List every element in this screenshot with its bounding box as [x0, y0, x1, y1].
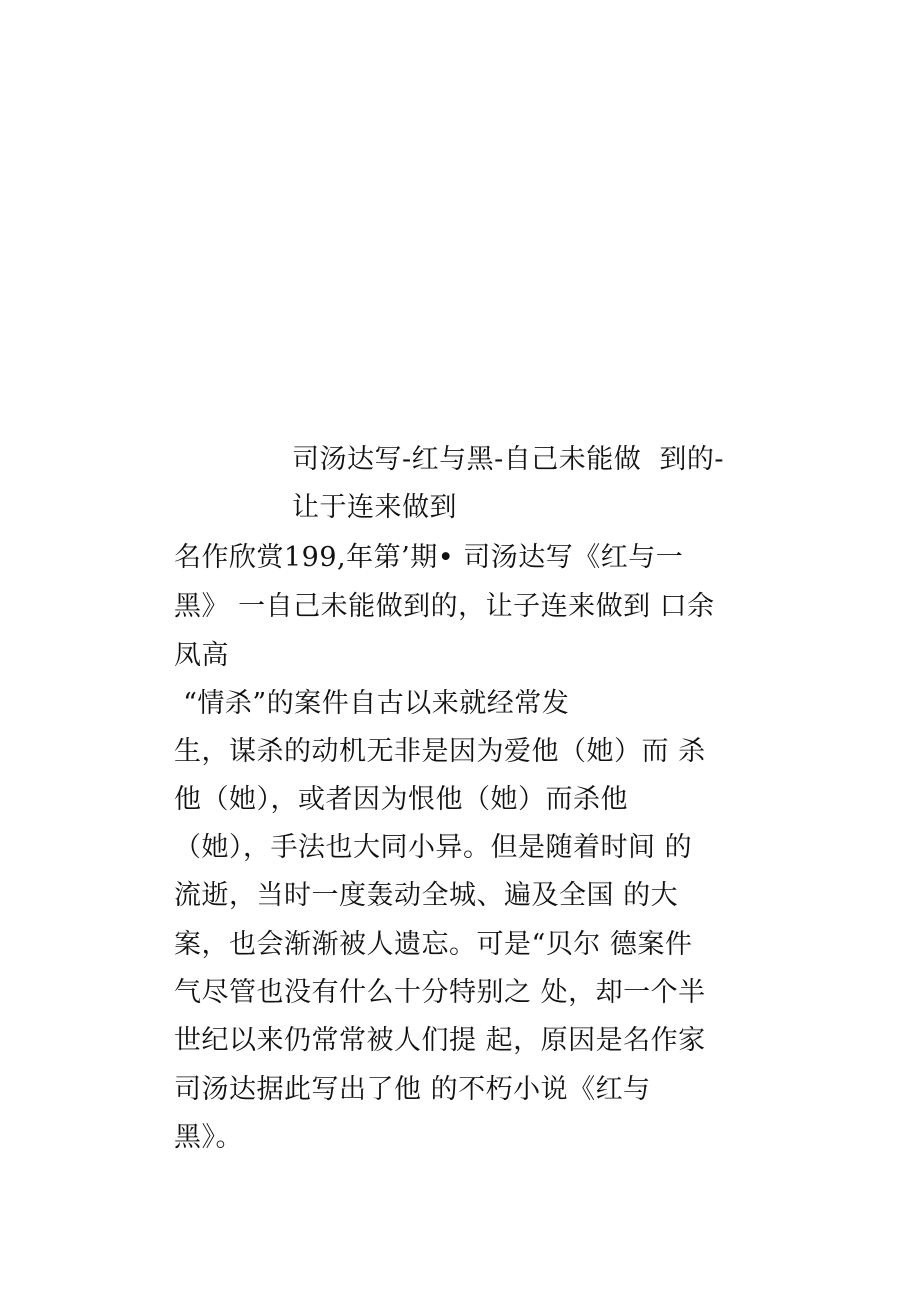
- body-line-9: 案，也会渐渐被人遗忘。可是“贝尔 德案件: [174, 929, 693, 960]
- body-line-10: 气尽管也没有什么十分特别之 处，却一个半: [174, 977, 706, 1008]
- body-line-6: 他（她），或者因为恨他（她）而杀他: [174, 784, 628, 815]
- body-line-11: 世纪以来仍常常被人们提 起，原因是名作家: [174, 1025, 706, 1056]
- body-line-2: 黑》 一自己未能做到的，让子连来做到 口余: [174, 591, 715, 622]
- body-line-1: 名作欣赏199,年第’期• 司汤达写《红与一: [174, 542, 684, 573]
- body-line-3: 凤高: [174, 640, 229, 671]
- title-line-1: 司汤达写-红与黑-自己未能做 到的-: [292, 444, 725, 475]
- body-line-7: （她），手法也大同小异。但是随着时间 的: [174, 832, 693, 863]
- body-line-5: 生，谋杀的动机无非是因为爱他（她）而 杀: [174, 736, 706, 767]
- body-line-13: 黑》。: [174, 1122, 243, 1153]
- body-line-4: “情杀”的案件自古以来就经常发: [174, 688, 570, 719]
- body-line-12: 司汤达据此写出了他 的不朽小说《红与: [174, 1074, 651, 1105]
- title-line-2: 让于连来做到: [292, 492, 457, 523]
- body-line-8: 流逝，当时一度轰动全城、遍及全国 的大: [174, 880, 679, 911]
